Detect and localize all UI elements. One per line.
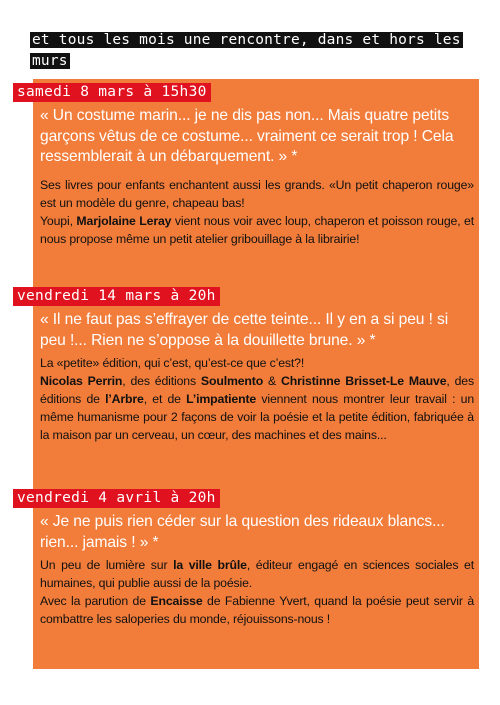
event-quote: « Un costume marin... je ne dis pas non... Mais quatre petits garçons vêtus de ce costume... vraiment ce serait trop ! Cela ressemblerait à un débarquement. » * <box>40 107 454 165</box>
event-paragraph <box>40 556 474 592</box>
text-run: Un peu de lumière sur <box>40 558 174 572</box>
publisher-name: L’impatiente <box>186 392 257 406</box>
event-quote: « Il ne faut pas s’effrayer de cette teinte... Il y en a si peu ! si peu !... Rien ne s’oppose à la douillette brune. » * <box>40 311 449 349</box>
event-description <box>40 176 474 248</box>
publisher-name: Soulmento <box>200 374 264 388</box>
event-date: samedi 8 mars à 15h30 <box>13 83 211 102</box>
events-panel <box>17 79 479 669</box>
event-description <box>40 556 474 628</box>
text-run: Youpi, <box>40 214 77 228</box>
text-run: Avec la parution de <box>40 594 151 608</box>
guest-name: Christinne Brisset-Le Mauve <box>281 374 447 388</box>
text-run: viennent nous montrer leur travail : un même humanisme pour 2 façons de voir la poésie et la petite édition, fabriquée à la maison par un cerveau, un cœur, des machines et des mains... <box>40 392 475 442</box>
book-title: Encaisse <box>150 594 203 608</box>
event-date: vendredi 4 avril à 20h <box>13 489 220 508</box>
page-header <box>30 30 478 72</box>
text-run: , éditeur engagé en sciences sociales et humaines, qui publie aussi de la poésie. <box>40 558 474 590</box>
guest-name: Nicolas Perrin <box>40 374 123 388</box>
text-run: , des éditions <box>122 374 201 388</box>
text-run: , des éditions de <box>40 374 474 406</box>
event-paragraph <box>40 212 474 248</box>
event-paragraph <box>40 592 474 628</box>
guest-name: Marjolaine Leray <box>76 214 172 228</box>
event-paragraph <box>40 372 474 444</box>
event-date: vendredi 14 mars à 20h <box>13 287 220 306</box>
text-run: de Fabienne Yvert, quand la poésie peut servir à combattre les saloperies du monde, réjouissons-nous ! <box>40 594 475 626</box>
event-description <box>40 354 474 444</box>
text-run: , et de <box>143 392 187 406</box>
publisher-name: la ville brûle <box>173 558 247 572</box>
header-text: et tous les mois une rencontre, dans et hors les murs <box>32 32 461 69</box>
event-quote: « Je ne puis rien céder sur la question des rideaux blancs... rien... jamais ! » * <box>40 513 445 551</box>
event-paragraph: Ses livres pour enfants enchantent aussi les grands. «Un petit chaperon rouge» est un modèle du genre, chapeau bas! <box>40 178 474 210</box>
text-run: & <box>263 374 282 388</box>
publisher-name: l’Arbre <box>105 392 144 406</box>
text-run: vient nous voir avec loup, chaperon et poisson rouge, et nous propose même un petit atelier gribouillage à la librairie! <box>40 214 475 246</box>
event-paragraph: La «petite» édition, qui c’est, qu’est-ce que c’est?! <box>40 356 305 370</box>
